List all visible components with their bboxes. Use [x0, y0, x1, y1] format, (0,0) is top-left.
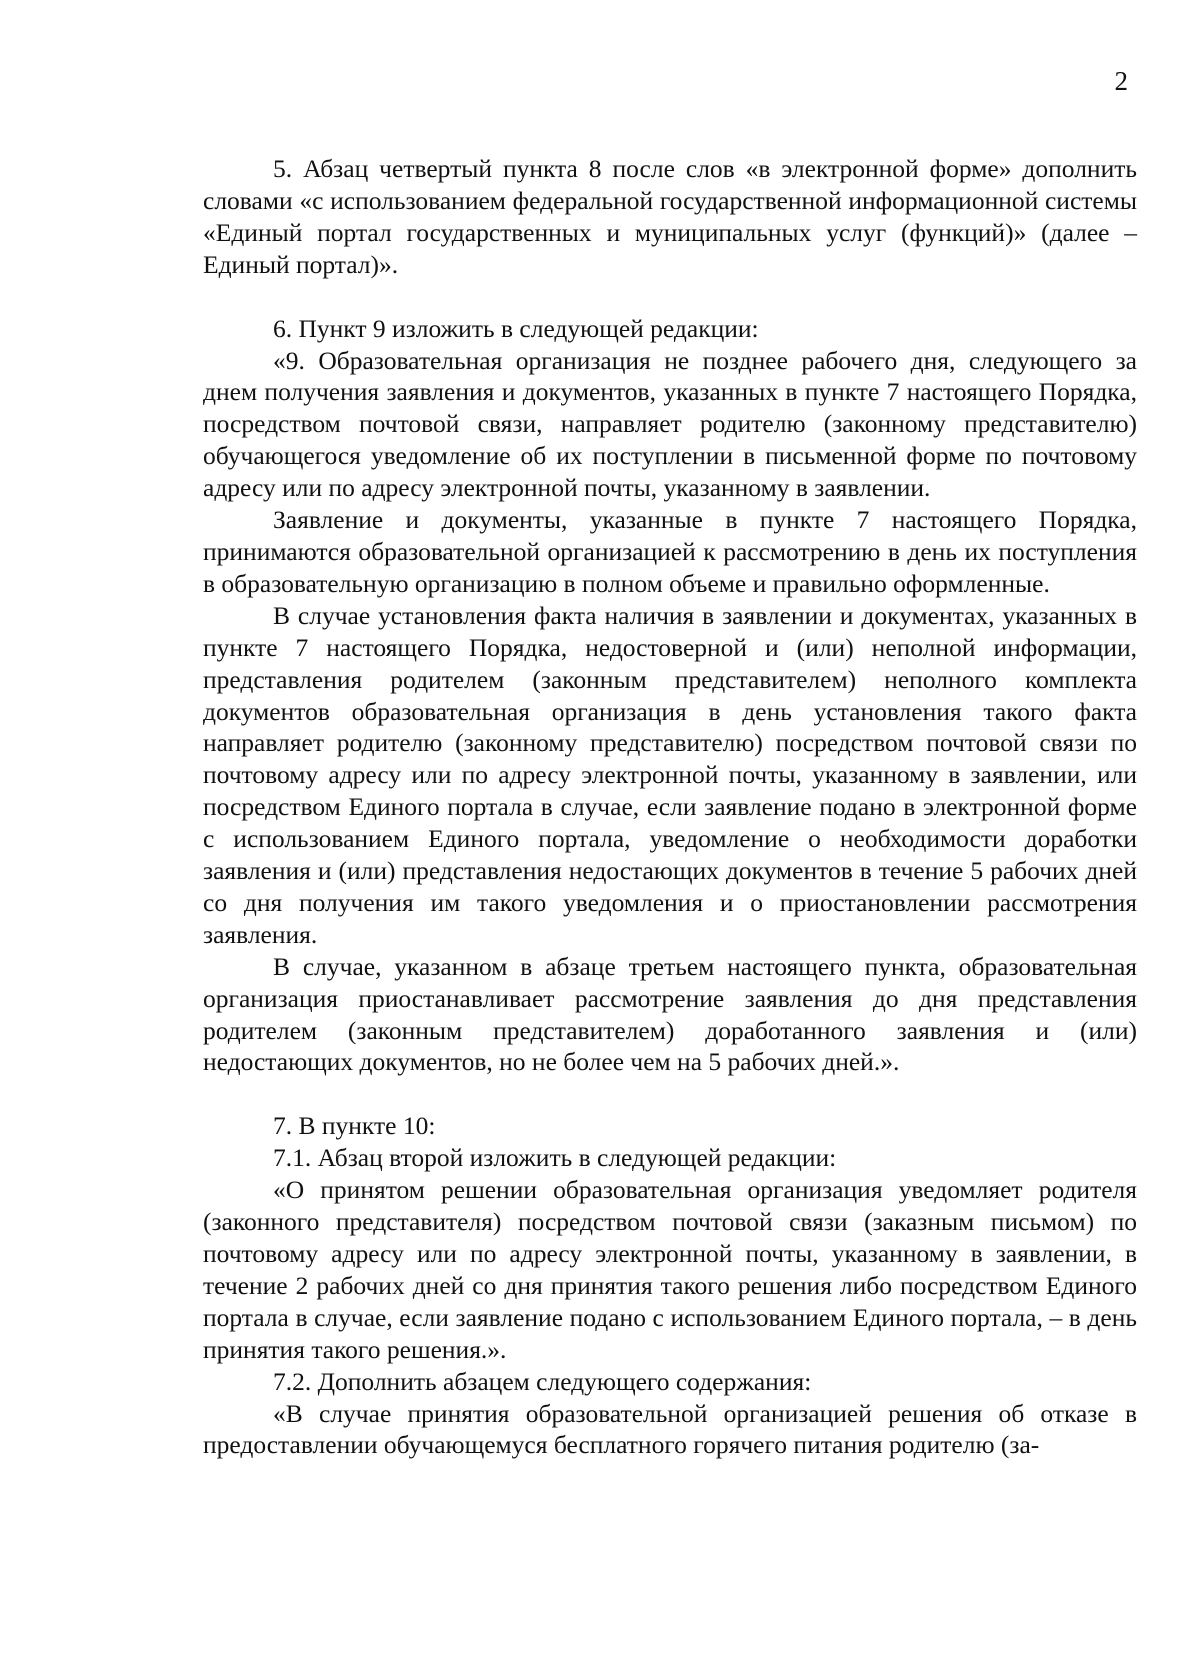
paragraph: 6. Пункт 9 изложить в следующей редакции: — [273, 313, 759, 343]
paragraph: 7.1. Абзац второй изложить в следующей редакции: — [273, 1143, 837, 1173]
paragraph: В случае, указанном в абзаце третьем настоящего пункта, образовательная организация приостанавливает рассмотрение заявления до дня представления родителем (законным представителем) доработанного заявления и (или) недостающих документов, но не более чем на 5 рабочих дней.». — [203, 951, 1137, 1077]
paragraph: 7.2. Дополнить абзацем следующего содержания: — [273, 1366, 812, 1396]
page-number: 2 — [1114, 66, 1128, 96]
paragraph: «9. Образовательная организация не позднее рабочего дня, следующего за днем получения заявления и документов, указанных в пункте 7 настоящего Порядка, посредством почтовой связи, направляет родителю (законному представителю) обучающегося уведомление об их поступлении в письменной форме по почтовому адресу или по адресу электронной почты, указанному в заявлении. — [203, 345, 1137, 503]
paragraph: «В случае принятия образовательной организацией решения об отказе в предоставлении обучающемуся бесплатного горячего питания родителю (за- — [203, 1398, 1137, 1460]
document-body — [203, 153, 1137, 1461]
paragraph: «О принятом решении образовательная организация уведомляет родителя (законного представителя) посредством почтовой связи (заказным письмом) по почтовому адресу или по адресу электронной почты, указанному в заявлении, в течение 2 рабочих дней со дня принятия такого решения либо посредством Единого портала в случае, если заявление подано с использованием Единого портала, – в день принятия такого решения.». — [203, 1175, 1137, 1364]
paragraph: 7. В пункте 10: — [273, 1111, 436, 1141]
paragraph: Заявление и документы, указанные в пункте 7 настоящего Порядка, принимаются образовательной организацией к рассмотрению в день их поступления в образовательную организацию в полном объеме и правильно оформленные. — [203, 505, 1137, 598]
paragraph: 5. Абзац четвертый пункта 8 после слов «в электронной форме» дополнить словами «с использованием федеральной государственной информационной системы «Единый портал государственных и муниципальных услуг (функций)» (далее – Единый портал)». — [203, 154, 1137, 279]
paragraph: В случае установления факта наличия в заявлении и документах, указанных в пункте 7 настоящего Порядка, недостоверной и (или) неполной информации, представления родителем (законным представителем) неполного комплекта документов образовательная организация в день установления такого факта направляет родителю (законному представителю) посредством почтовой связи по почтовому адресу или по адресу электронной почты, указанному в заявлении, или посредством Единого портала в случае, если заявление подано в электронной форме с использованием Единого портала, уведомление о необходимости доработки заявления и (или) представления недостающих документов в течение 5 рабочих дней со дня получения им такого уведомления и о приостановлении рассмотрения заявления. — [203, 600, 1137, 949]
